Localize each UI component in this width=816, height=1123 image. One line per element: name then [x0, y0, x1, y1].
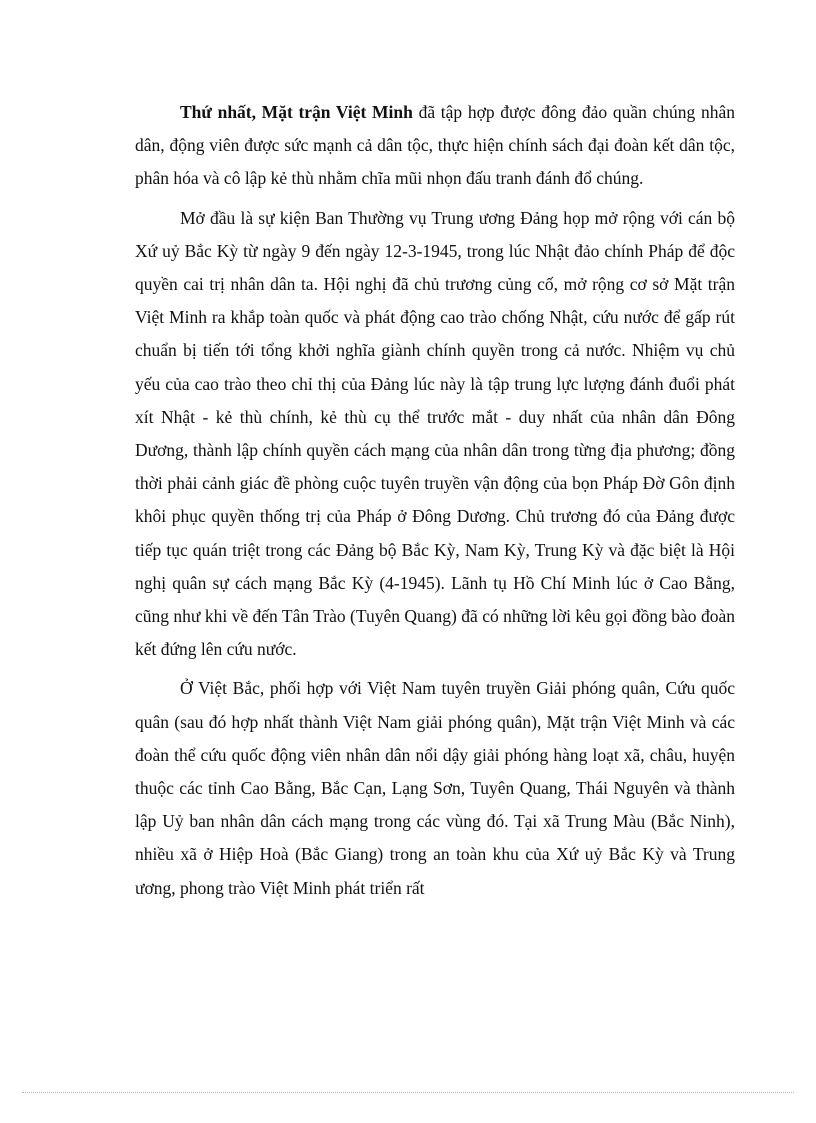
page-footer-divider [22, 1092, 794, 1093]
document-page [135, 96, 735, 911]
paragraph-1 [135, 96, 735, 196]
paragraph-1-lead: Thứ nhất, Mặt trận Việt Minh [180, 102, 413, 122]
paragraph-3 [135, 672, 735, 904]
paragraph-3-text: Ở Việt Bắc, phối hợp với Việt Nam tuyên truyền Giải phóng quân, Cứu quốc quân (sau đó hợp nhất thành Việt Nam giải phóng quân), Mặt trận Việt Minh và các đoàn thể cứu quốc động viên nhân dân nổi dậy giải phóng hàng loạt xã, châu, huyện thuộc các tỉnh Cao Bằng, Bắc Cạn, Lạng Sơn, Tuyên Quang, Thái Nguyên và thành lập Uỷ ban nhân dân cách mạng trong các vùng đó. Tại xã Trung Màu (Bắc Ninh), nhiều xã ở Hiệp Hoà (Bắc Giang) trong an toàn khu của Xứ uỷ Bắc Kỳ và Trung ương, phong trào Việt Minh phát triển rất [135, 678, 735, 898]
paragraph-1-text: đã tập hợp được đông đảo quần chúng nhân dân, động viên được sức mạnh cả dân tộc, thực hiện chính sách đại đoàn kết dân tộc, phân hóa và cô lập kẻ thù nhằm chĩa mũi nhọn đấu tranh đánh đổ chúng. [135, 102, 735, 189]
paragraph-2-text: Mở đầu là sự kiện Ban Thường vụ Trung ương Đảng họp mở rộng với cán bộ Xứ uỷ Bắc Kỳ từ ngày 9 đến ngày 12-3-1945, trong lúc Nhật đảo chính Pháp để độc quyền cai trị nhân dân ta. Hội nghị đã chủ trương củng cố, mở rộng cơ sở Mặt trận Việt Minh ra khắp toàn quốc và phát động cao trào chống Nhật, cứu nước để gấp rút chuẩn bị tiến tới tổng khởi nghĩa giành chính quyền trong cả nước. Nhiệm vụ chủ yếu của cao trào theo chỉ thị của Đảng lúc này là tập trung lực lượng đánh đuổi phát xít Nhật - kẻ thù chính, kẻ thù cụ thể trước mắt - duy nhất của nhân dân Đông Dương, thành lập chính quyền cách mạng của nhân dân trong từng địa phương; đồng thời phải cảnh giác đề phòng cuộc tuyên truyền vận động của bọn Pháp Đờ Gôn định khôi phục quyền thống trị của Pháp ở Đông Dương. Chủ trương đó của Đảng được tiếp tục quán triệt trong các Đảng bộ Bắc Kỳ, Nam Kỳ, Trung Kỳ và đặc biệt là Hội nghị quân sự cách mạng Bắc Kỳ (4-1945). Lãnh tụ Hồ Chí Minh lúc ở Cao Bằng, cũng như khi về đến Tân Trào (Tuyên Quang) đã có những lời kêu gọi đồng bào đoàn kết đứng lên cứu nước. [135, 207, 735, 660]
paragraph-2 [135, 202, 735, 667]
